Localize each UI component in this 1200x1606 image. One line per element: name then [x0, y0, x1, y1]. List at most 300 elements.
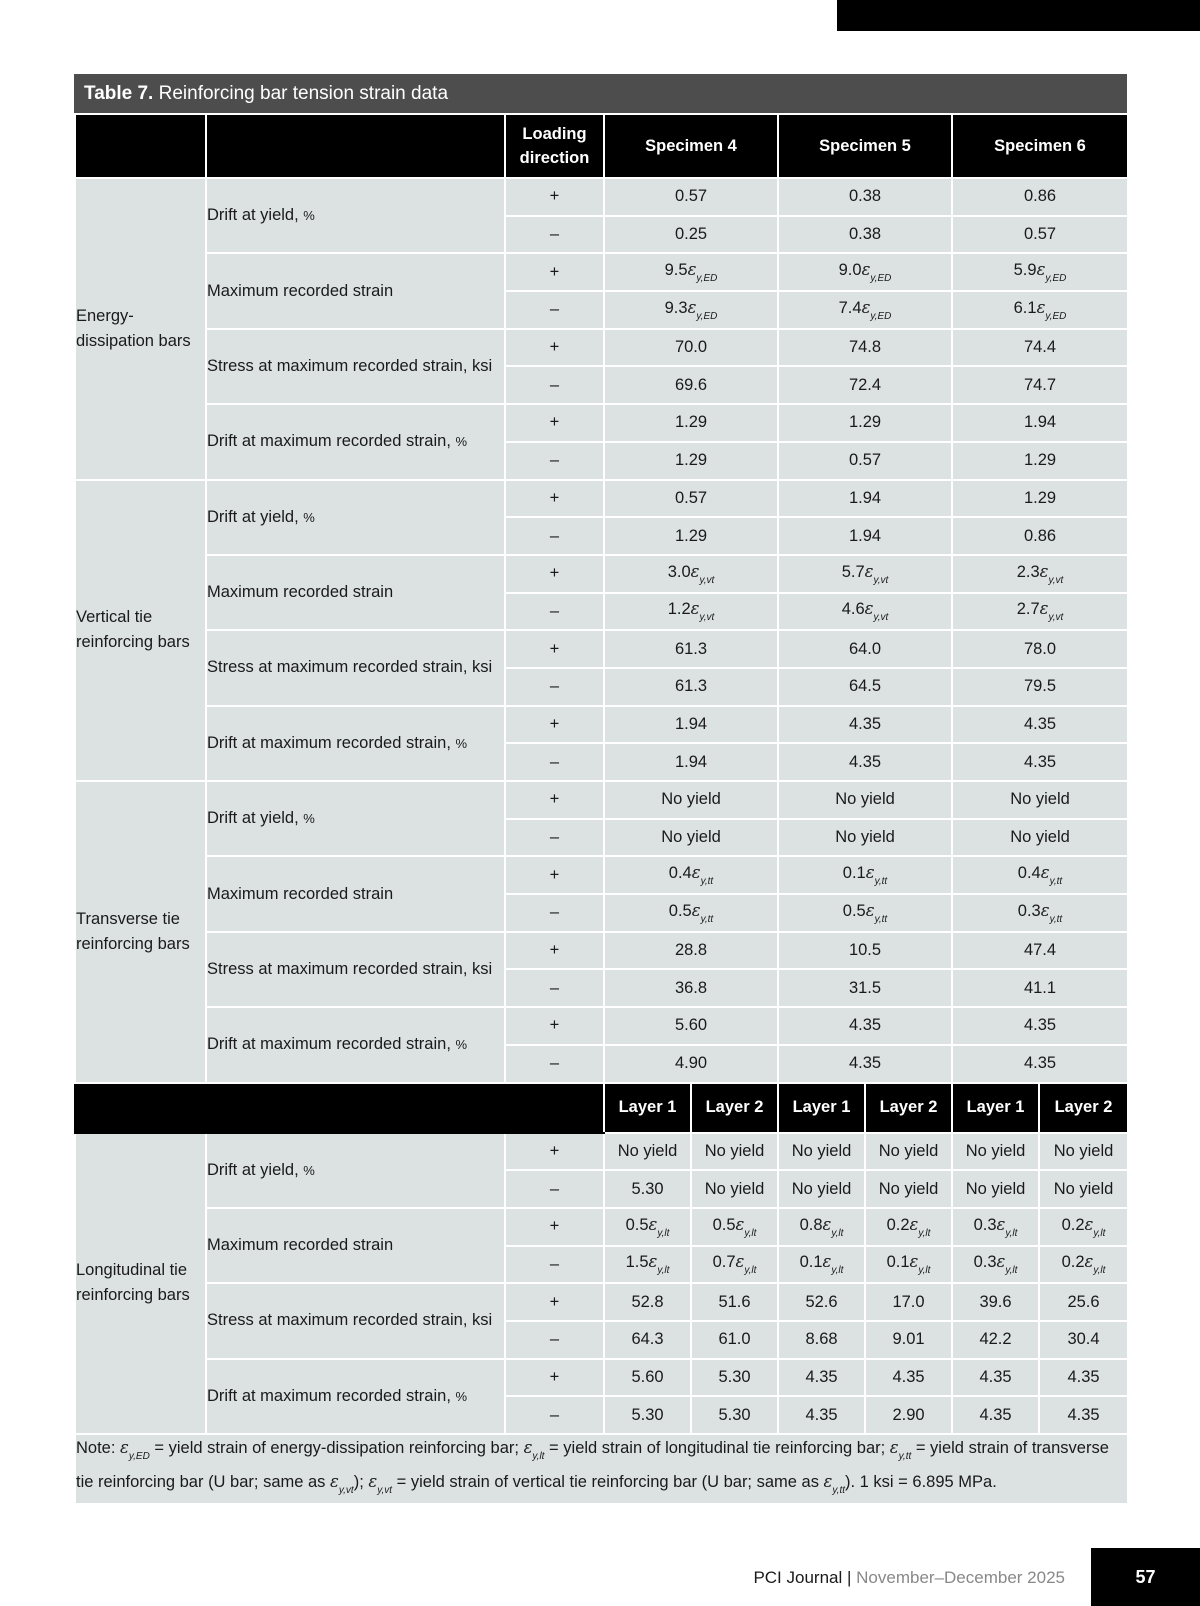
value-cell: No yield: [604, 1133, 691, 1171]
strain-symbol: ε: [864, 599, 874, 619]
value-cell: 5.60: [604, 1007, 778, 1045]
parameter-label: [206, 781, 505, 856]
value-cell: 61.3: [604, 668, 778, 706]
value-cell: 4.35: [952, 1007, 1128, 1045]
value-cell: 74.8: [778, 329, 952, 367]
strain-coefficient: 0.7: [712, 1253, 736, 1272]
value-cell: [952, 1208, 1039, 1246]
parameter-text: Maximum recorded strain: [207, 583, 394, 602]
value-cell: 4.35: [865, 1359, 952, 1397]
value-cell: 4.35: [778, 743, 952, 781]
value-cell: No yield: [865, 1133, 952, 1171]
strain-symbol: ε: [1040, 900, 1050, 920]
caption-number: Table 7.: [84, 83, 154, 104]
parameter-unit: %: [455, 434, 468, 450]
strain-subscript: y,vt: [1048, 612, 1064, 624]
strain-symbol: ε: [690, 561, 700, 581]
value-cell: No yield: [691, 1170, 778, 1208]
table-row: [75, 555, 1128, 593]
header-row: [75, 114, 1128, 178]
table-row: [75, 404, 1128, 442]
loading-direction: +: [505, 781, 604, 819]
strain-symbol: ε: [865, 863, 875, 883]
loading-direction: +: [505, 1359, 604, 1397]
parameter-unit: %: [303, 509, 315, 525]
loading-direction: –: [505, 216, 604, 254]
value-cell: 8.68: [778, 1321, 865, 1359]
parameter-text: Drift at maximum recorded strain,: [207, 432, 451, 451]
table-row: [75, 253, 1128, 291]
value-cell: 1.29: [952, 442, 1128, 480]
value-cell: 0.57: [604, 178, 778, 216]
value-cell: [604, 291, 778, 329]
note-symbol: ε: [523, 1438, 533, 1457]
table-row: [75, 856, 1128, 894]
table-caption: [74, 74, 1127, 113]
strain-coefficient: 0.1: [842, 864, 866, 883]
parameter-text: Drift at yield,: [207, 1160, 299, 1179]
strain-subscript: y,lt: [918, 1265, 931, 1277]
group-label: Energy-dissipation bars: [75, 178, 206, 480]
value-cell: 0.38: [778, 216, 952, 254]
parameter-label: [206, 253, 505, 328]
strain-coefficient: 0.1: [886, 1253, 910, 1272]
layer-header: Layer 1: [778, 1083, 865, 1133]
strain-coefficient: 0.5: [712, 1215, 736, 1234]
strain-symbol: ε: [861, 260, 871, 280]
strain-coefficient: 0.3: [973, 1215, 997, 1234]
parameter-text: Stress at maximum recorded strain, ksi: [207, 959, 493, 978]
value-cell: No yield: [952, 781, 1128, 819]
parameter-unit: %: [455, 735, 468, 751]
table-note: [75, 1434, 1128, 1504]
loading-direction: –: [505, 1396, 604, 1434]
value-cell: 28.8: [604, 932, 778, 970]
strain-coefficient: 0.5: [625, 1215, 649, 1234]
value-cell: No yield: [952, 1133, 1039, 1171]
value-cell: 31.5: [778, 969, 952, 1007]
value-cell: 1.29: [604, 517, 778, 555]
value-cell: 10.5: [778, 932, 952, 970]
strain-symbol: ε: [691, 900, 701, 920]
value-cell: 0.25: [604, 216, 778, 254]
strain-coefficient: 0.2: [1061, 1253, 1085, 1272]
value-cell: [604, 856, 778, 894]
strain-coefficient: 0.4: [1017, 864, 1041, 883]
value-cell: [952, 593, 1128, 631]
strain-subscript: y,vt: [873, 612, 889, 624]
loading-direction: +: [505, 329, 604, 367]
parameter-text: Stress at maximum recorded strain, ksi: [207, 658, 493, 677]
value-cell: 4.35: [778, 1359, 865, 1397]
strain-symbol: ε: [735, 1214, 745, 1234]
issue-date: November–December 2025: [856, 1568, 1065, 1587]
table-row: [75, 480, 1128, 518]
note-text: = yield strain of vertical tie reinforcing bar (U bar; same as: [392, 1473, 824, 1491]
value-cell: 4.35: [778, 1045, 952, 1083]
value-cell: [952, 856, 1128, 894]
value-cell: 4.35: [952, 706, 1128, 744]
strain-coefficient: 4.6: [841, 600, 865, 619]
value-cell: 70.0: [604, 329, 778, 367]
value-cell: No yield: [778, 819, 952, 857]
strain-subscript: y,lt: [744, 1227, 757, 1239]
strain-coefficient: 7.4: [838, 298, 862, 317]
strain-coefficient: 0.5: [842, 901, 866, 920]
strain-subscript: y,lt: [1005, 1227, 1018, 1239]
strain-subscript: y,tt: [1049, 913, 1063, 925]
parameter-label: [206, 932, 505, 1007]
strain-symbol: ε: [690, 599, 700, 619]
group-label: Transverse tie reinforcing bars: [75, 781, 206, 1083]
note-text: );: [353, 1473, 369, 1491]
value-cell: [778, 1208, 865, 1246]
value-cell: 1.94: [604, 706, 778, 744]
strain-coefficient: 9.5: [664, 261, 688, 280]
parameter-label: [206, 1133, 505, 1208]
value-cell: [1039, 1246, 1128, 1284]
value-cell: [691, 1208, 778, 1246]
parameter-text: Drift at maximum recorded strain,: [207, 1386, 451, 1405]
value-cell: 69.6: [604, 366, 778, 404]
strain-subscript: y,ED: [696, 310, 718, 322]
value-cell: [778, 894, 952, 932]
loading-direction: –: [505, 1321, 604, 1359]
strain-symbol: ε: [735, 1252, 745, 1272]
strain-subscript: y,ED: [870, 273, 892, 285]
value-cell: [604, 894, 778, 932]
note-symbol: ε: [368, 1472, 378, 1491]
loading-direction: –: [505, 366, 604, 404]
loading-direction: +: [505, 555, 604, 593]
strain-symbol: ε: [861, 297, 871, 317]
value-cell: 51.6: [691, 1283, 778, 1321]
table-row: [75, 1208, 1128, 1246]
strain-subscript: y,ED: [1045, 310, 1067, 322]
note-symbol: ε: [330, 1472, 339, 1491]
strain-subscript: y,tt: [874, 876, 888, 888]
strain-coefficient: 6.1: [1013, 298, 1037, 317]
header-specimen-5: Specimen 5: [778, 114, 952, 178]
group-label: Longitudinal tie reinforcing bars: [75, 1133, 206, 1435]
header-specimen-4: Specimen 4: [604, 114, 778, 178]
strain-subscript: y,vt: [1048, 574, 1064, 586]
header-loading-direction: Loading direction: [505, 114, 604, 178]
strain-coefficient: 0.3: [973, 1253, 997, 1272]
value-cell: No yield: [1039, 1170, 1128, 1208]
value-cell: [604, 555, 778, 593]
value-cell: [865, 1246, 952, 1284]
value-cell: 1.94: [952, 404, 1128, 442]
table-row: [75, 1007, 1128, 1045]
value-cell: 74.4: [952, 329, 1128, 367]
strain-subscript: y,lt: [657, 1265, 670, 1277]
parameter-unit: %: [455, 1037, 468, 1053]
parameter-unit: %: [303, 811, 315, 827]
loading-direction: –: [505, 819, 604, 857]
parameter-label: [206, 1007, 505, 1082]
loading-direction: –: [505, 894, 604, 932]
footer-text: [753, 1568, 1065, 1588]
parameter-text: Drift at yield,: [207, 809, 299, 828]
parameter-text: Drift at maximum recorded strain,: [207, 1035, 451, 1054]
value-cell: 1.94: [778, 517, 952, 555]
strain-symbol: ε: [687, 297, 697, 317]
table-row: [75, 1133, 1128, 1171]
value-cell: 5.30: [691, 1396, 778, 1434]
value-cell: 47.4: [952, 932, 1128, 970]
value-cell: 0.86: [952, 517, 1128, 555]
parameter-text: Stress at maximum recorded strain, ksi: [207, 1311, 493, 1330]
strain-subscript: y,tt: [874, 913, 888, 925]
strain-subscript: y,tt: [700, 913, 714, 925]
loading-direction: –: [505, 743, 604, 781]
table-row: [75, 630, 1128, 668]
value-cell: No yield: [691, 1133, 778, 1171]
value-cell: [952, 1246, 1039, 1284]
parameter-label: [206, 480, 505, 555]
loading-direction: +: [505, 1208, 604, 1246]
parameter-label: [206, 856, 505, 931]
note-row: [75, 1434, 1128, 1504]
value-cell: [1039, 1208, 1128, 1246]
loading-direction: –: [505, 1045, 604, 1083]
value-cell: [604, 1246, 691, 1284]
value-cell: 41.1: [952, 969, 1128, 1007]
value-cell: 64.3: [604, 1321, 691, 1359]
value-cell: [952, 894, 1128, 932]
loading-direction: –: [505, 668, 604, 706]
header-blank-group: [75, 114, 206, 178]
loading-direction: +: [505, 932, 604, 970]
strain-coefficient: 0.5: [668, 901, 692, 920]
parameter-text: Stress at maximum recorded strain, ksi: [207, 356, 493, 375]
loading-direction: +: [505, 1133, 604, 1171]
parameter-text: Drift at yield,: [207, 206, 299, 225]
parameter-unit: %: [303, 1162, 315, 1178]
strain-coefficient: 5.9: [1013, 261, 1037, 280]
table-row: [75, 1359, 1128, 1397]
value-cell: 4.35: [952, 1359, 1039, 1397]
value-cell: 4.35: [1039, 1359, 1128, 1397]
note-subscript: y,vt: [338, 1485, 354, 1496]
value-cell: No yield: [952, 819, 1128, 857]
value-cell: [952, 253, 1128, 291]
value-cell: 1.94: [778, 480, 952, 518]
parameter-text: Maximum recorded strain: [207, 1236, 394, 1255]
parameter-text: Maximum recorded strain: [207, 281, 394, 300]
loading-direction: –: [505, 593, 604, 631]
table-row: [75, 932, 1128, 970]
parameter-label: [206, 630, 505, 705]
value-cell: No yield: [778, 1133, 865, 1171]
strain-coefficient: 2.3: [1016, 562, 1040, 581]
strain-subscript: y,ED: [870, 310, 892, 322]
layer-header: Layer 1: [604, 1083, 691, 1133]
strain-subscript: y,lt: [744, 1265, 757, 1277]
value-cell: [778, 593, 952, 631]
layer-header-row: [75, 1083, 1128, 1133]
value-cell: 4.35: [952, 1045, 1128, 1083]
strain-subscript: y,lt: [1093, 1265, 1106, 1277]
value-cell: 36.8: [604, 969, 778, 1007]
note-text: = yield strain of energy-dissipation reinforcing bar;: [149, 1439, 524, 1457]
loading-direction: –: [505, 442, 604, 480]
value-cell: 78.0: [952, 630, 1128, 668]
value-cell: 0.57: [952, 216, 1128, 254]
value-cell: 52.6: [778, 1283, 865, 1321]
strain-coefficient: 1.5: [625, 1253, 649, 1272]
value-cell: 4.35: [778, 706, 952, 744]
loading-direction: +: [505, 856, 604, 894]
strain-subscript: y,ED: [1045, 273, 1067, 285]
strain-coefficient: 3.0: [667, 562, 691, 581]
strain-symbol: ε: [909, 1214, 919, 1234]
strain-coefficient: 9.3: [664, 298, 688, 317]
page-footer: [0, 1548, 1200, 1606]
value-cell: 4.35: [952, 743, 1128, 781]
parameter-unit: %: [303, 208, 315, 224]
value-cell: [952, 555, 1128, 593]
value-cell: 30.4: [1039, 1321, 1128, 1359]
note-text: Note:: [76, 1439, 121, 1457]
layer-header-blank: [75, 1083, 604, 1133]
value-cell: 61.0: [691, 1321, 778, 1359]
layer-header: Layer 2: [691, 1083, 778, 1133]
strain-symbol: ε: [1039, 561, 1049, 581]
header-blank-param: [206, 114, 505, 178]
table-row: [75, 781, 1128, 819]
value-cell: 9.01: [865, 1321, 952, 1359]
value-cell: [778, 253, 952, 291]
value-cell: 2.90: [865, 1396, 952, 1434]
value-cell: 52.8: [604, 1283, 691, 1321]
strain-symbol: ε: [1036, 297, 1046, 317]
value-cell: 79.5: [952, 668, 1128, 706]
value-cell: 5.30: [604, 1170, 691, 1208]
value-cell: 74.7: [952, 366, 1128, 404]
loading-direction: –: [505, 969, 604, 1007]
note-text: = yield strain of longitudinal tie reinforcing bar;: [544, 1439, 890, 1457]
strain-symbol: ε: [1036, 260, 1046, 280]
value-cell: [778, 291, 952, 329]
strain-subscript: y,vt: [699, 574, 715, 586]
strain-subscript: y,lt: [918, 1227, 931, 1239]
strain-coefficient: 9.0: [838, 261, 862, 280]
value-cell: 4.90: [604, 1045, 778, 1083]
value-cell: No yield: [604, 819, 778, 857]
strain-symbol: ε: [648, 1252, 658, 1272]
parameter-label: [206, 706, 505, 781]
value-cell: 72.4: [778, 366, 952, 404]
parameter-label: [206, 1359, 505, 1434]
value-cell: 1.29: [778, 404, 952, 442]
strain-subscript: y,lt: [1005, 1265, 1018, 1277]
strain-symbol: ε: [865, 900, 875, 920]
value-cell: 25.6: [1039, 1283, 1128, 1321]
note-subscript: y,ED: [128, 1451, 150, 1462]
value-cell: No yield: [1039, 1133, 1128, 1171]
strain-symbol: ε: [1084, 1214, 1094, 1234]
note-symbol: ε: [120, 1438, 129, 1457]
group-label: Vertical tie reinforcing bars: [75, 480, 206, 782]
value-cell: 1.29: [952, 480, 1128, 518]
value-cell: 17.0: [865, 1283, 952, 1321]
note-subscript: y,tt: [832, 1485, 845, 1496]
value-cell: No yield: [778, 1170, 865, 1208]
loading-direction: +: [505, 1007, 604, 1045]
loading-direction: +: [505, 178, 604, 216]
table-row: [75, 706, 1128, 744]
footer-separator: |: [847, 1568, 852, 1587]
strain-symbol: ε: [1039, 599, 1049, 619]
value-cell: [691, 1246, 778, 1284]
strain-symbol: ε: [864, 561, 874, 581]
strain-symbol: ε: [648, 1214, 658, 1234]
strain-subscript: y,tt: [700, 876, 714, 888]
strain-symbol: ε: [687, 260, 697, 280]
table-row: [75, 1283, 1128, 1321]
note-text: = yield strain of transverse tie reinforcing bar (U bar; same as: [76, 1439, 1109, 1491]
value-cell: 5.30: [691, 1359, 778, 1397]
value-cell: 1.94: [604, 743, 778, 781]
value-cell: [778, 555, 952, 593]
parameter-label: [206, 555, 505, 630]
parameter-text: Drift at maximum recorded strain,: [207, 733, 451, 752]
layer-header: Layer 2: [865, 1083, 952, 1133]
value-cell: 61.3: [604, 630, 778, 668]
value-cell: [604, 253, 778, 291]
strain-subscript: y,lt: [831, 1227, 844, 1239]
table-row: [75, 178, 1128, 216]
value-cell: 1.29: [604, 404, 778, 442]
value-cell: 4.35: [778, 1396, 865, 1434]
note-symbol: ε: [823, 1472, 833, 1491]
loading-direction: +: [505, 404, 604, 442]
value-cell: 39.6: [952, 1283, 1039, 1321]
value-cell: 64.0: [778, 630, 952, 668]
value-cell: [604, 593, 778, 631]
strain-coefficient: 0.1: [799, 1253, 823, 1272]
value-cell: 1.29: [604, 442, 778, 480]
value-cell: No yield: [952, 1170, 1039, 1208]
parameter-label: [206, 1283, 505, 1358]
strain-coefficient: 0.4: [668, 864, 692, 883]
strain-subscript: y,ED: [696, 273, 718, 285]
value-cell: No yield: [778, 781, 952, 819]
loading-direction: +: [505, 253, 604, 291]
page-number: 57: [1091, 1548, 1200, 1606]
value-cell: 0.57: [604, 480, 778, 518]
loading-direction: +: [505, 480, 604, 518]
parameter-unit: %: [455, 1388, 468, 1404]
value-cell: [778, 1246, 865, 1284]
strain-symbol: ε: [822, 1214, 832, 1234]
strain-coefficient: 1.2: [667, 600, 691, 619]
value-cell: 0.57: [778, 442, 952, 480]
strain-subscript: y,vt: [873, 574, 889, 586]
journal-name: PCI Journal: [753, 1568, 843, 1587]
strain-symbol: ε: [1040, 863, 1050, 883]
loading-direction: –: [505, 1170, 604, 1208]
value-cell: [604, 1208, 691, 1246]
value-cell: 4.35: [952, 1396, 1039, 1434]
data-table: [74, 113, 1129, 1505]
note-subscript: y,tt: [898, 1451, 912, 1462]
note-subscript: y,lt: [532, 1451, 545, 1462]
note-subscript: y,vt: [377, 1485, 393, 1496]
strain-symbol: ε: [691, 863, 701, 883]
